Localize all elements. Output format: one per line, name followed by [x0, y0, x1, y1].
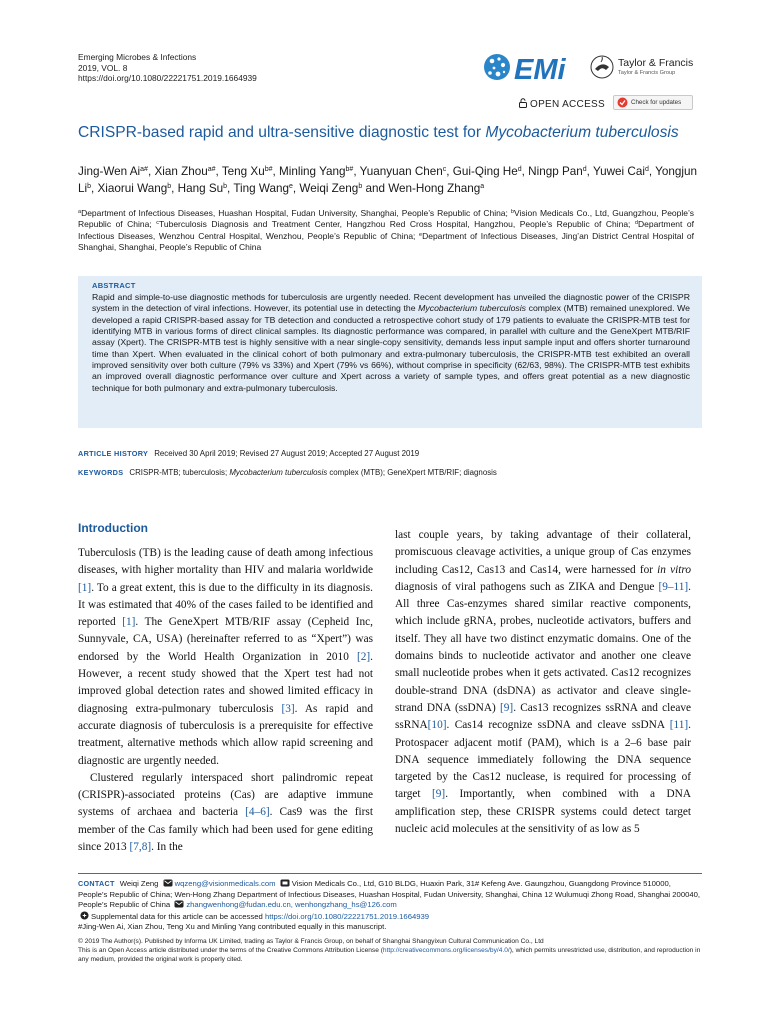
author-affiliation-marker: b: [358, 182, 363, 190]
article-title: CRISPR-based rapid and ultra-sensitive diagnostic test for Mycobacterium tuberculosis: [78, 124, 679, 141]
citation-link[interactable]: [9–11]: [658, 580, 689, 593]
journal-name: Emerging Microbes & Infections: [78, 52, 197, 62]
journal-volume: 2019, VOL. 8: [78, 62, 128, 73]
author-affiliation-marker: a#: [207, 166, 216, 173]
author-name: Jing-Wen $Ai^{a\#}$,: [78, 165, 155, 178]
author-name: Weiqi Zeng$^b$ and: [299, 181, 389, 195]
author-name: Yuanyuan Chen$^c$,: [359, 165, 453, 178]
citation-link[interactable]: [1]: [122, 616, 136, 629]
author-affiliation-marker: b#: [264, 166, 273, 173]
contact-label: CONTACT: [78, 879, 115, 888]
section-heading-introduction: Introduction: [78, 521, 148, 535]
author-name: Hang Su$^b$,: [177, 181, 234, 195]
paragraph: Tuberculosis (TB) is the leading cause of death among infectious diseases, with higher mortality than HIV and malaria worldwide [1]. To a great extent, this is due to the difficulty in its diagnosis. It was estimated that 40% of the cases failed to be identified and reported [1]. The GeneXpert MTB/RIF assay (Cepheid Inc, Sunnyvale, CA, USA) (hereinafter referred to as “Xpert”) was endorsed by the World Health Organization in 2010 [2]. However, a recent study showed that the Xpert test had not improved global detection rates and showed limited efficacy in diagnosing extra-pulmonary tuberculosis [3]. As rapid and accurate diagnosis of tuberculosis is a prerequisite for effective treatment, alternative methods which allow rapid screening and diagnostic are urgently needed.: [78, 547, 373, 767]
emi-globe-icon: [482, 50, 582, 86]
history-text: Received 30 April 2019; Revised 27 August 2019; Accepted 27 August 2019: [154, 449, 420, 458]
journal-info: [78, 52, 257, 84]
keywords: KEYWORDS CRISPR-MTB; tuberculosis; Mycobacterium tuberculosis complex (MTB); GeneXpert MTB/RIF; diagnosis: [78, 468, 497, 477]
open-access-badge: [519, 98, 605, 110]
license-text: This is an Open Access article distributed under the terms of the Creative Commons Attribution License (http://creativecommons.org/licenses/by/4.0/), which permits unrestricted use, distribution, and reproduction in any medium, provided the original work is properly cited.: [78, 946, 701, 963]
lamp-icon: [590, 54, 614, 80]
author-affiliation-marker: b: [167, 182, 172, 190]
author-name: Xiaorui Wang$^b$,: [97, 181, 178, 195]
author-affiliation-marker: e: [289, 182, 293, 190]
author-affiliation-marker: d: [644, 166, 649, 173]
equal-contribution-note: #Jing-Wen Ai, Xian Zhou, Teng Xu and Minling Yang contributed equally in this manuscript.: [78, 922, 387, 932]
article-history: [78, 449, 419, 458]
abstract-box: [78, 276, 702, 428]
license-link[interactable]: http://creativecommons.org/licenses/by/4.0/: [382, 946, 510, 954]
author-affiliation-marker: a#: [140, 166, 148, 173]
history-label: ARTICLE HISTORY: [78, 449, 149, 458]
author-affiliation-marker: d: [582, 166, 587, 173]
email-icon: [174, 900, 184, 908]
journal-doi[interactable]: https://doi.org/10.1080/22221751.2019.1664939: [78, 73, 257, 84]
author-list: [78, 164, 698, 197]
update-icon: [617, 97, 628, 108]
copyright-line: © 2019 The Author(s). Published by Informa UK Limited, trading as Taylor & Francis Group, on behalf of Shanghai Shangyixun Cultural Communication Co., Ltd: [78, 938, 544, 945]
affiliation-item: $^b$Vision Medicals Co., Ltd, Guangzhou, People’s Republic of China;: [78, 208, 694, 230]
email-icon: [163, 879, 173, 887]
footer-divider: [78, 873, 702, 874]
author-affiliation-marker: a: [480, 182, 485, 190]
affiliation-item: $^d$Department of Infectious Diseases, Wenzhou Central Hospital, Wenzhou, People’s Republic of China;: [78, 219, 694, 241]
author-name: Ting Wang$^e$,: [233, 181, 300, 195]
author-affiliation-marker: c: [442, 166, 447, 173]
citation-link[interactable]: [4–6]: [245, 806, 270, 819]
affiliations: [78, 208, 694, 253]
affiliation-item: $^c$Tuberculosis Diagnosis and Treatment Center, Hangzhou Red Cross Hospital, Hangzhou, People’s Republic of China;: [156, 219, 635, 230]
author-name: Ningp Pan$^d$,: [528, 165, 593, 178]
contact-name: Weiqi Zeng: [119, 879, 159, 888]
supplemental-text: Supplemental data for this article can be accessed: [91, 911, 265, 921]
author-name: Xian Zhou$^{a\#}$,: [154, 165, 222, 178]
publisher-group: Taylor & Francis Group: [618, 70, 676, 76]
paragraph: Clustered regularly interspaced short palindromic repeat (CRISPR)-associated proteins (Cas) are adaptive immune systems of archaea and bacteria [4–6]. Cas9 was the first member of the Cas family which had been used for gene editing since 2013 [7,8]. In the: [78, 771, 373, 854]
author-name: Minling Yang$^{b\#}$,: [279, 165, 360, 178]
author-name: Wen-Hong Zhang$^a$: [388, 181, 485, 195]
author-affiliation-marker: b#: [345, 166, 354, 173]
supplemental-link[interactable]: https://doi.org/10.1080/22221751.2019.1664939: [264, 911, 430, 921]
supplemental-data-icon: [80, 911, 89, 920]
contact-email-2[interactable]: zhangwenhong@fudan.edu.cn, wenhongzhang_hs@126.com: [186, 900, 397, 910]
taylor-francis-logo: [590, 54, 710, 82]
citation-link[interactable]: [7,8]: [129, 841, 152, 854]
citation-link[interactable]: [11]: [669, 719, 689, 732]
citation-link[interactable]: [9]: [432, 788, 446, 801]
keywords-label: KEYWORDS: [78, 468, 124, 477]
article-title-italic: Mycobacterium tuberculosis: [485, 124, 679, 141]
body-column-left: [78, 545, 373, 856]
author-name: Teng $Xu^{b\#}$,: [221, 165, 280, 178]
publisher-name: Taylor & Francis: [618, 57, 694, 69]
citation-link[interactable]: [3]: [281, 702, 295, 715]
address-icon: [280, 879, 290, 887]
author-name: Yuwei Cai$^d$,: [592, 165, 656, 178]
citation-link[interactable]: [1]: [78, 581, 92, 594]
check-updates-label: Check for updates: [631, 98, 682, 106]
emi-logo: [482, 50, 582, 86]
contact-address: Vision Medicals Co., Ltd, G10 BLDG, Huaxin Park, 31# Kefeng Ave. Gaungzhou, Guangdong Province 510000, People’s Republic of China; Wen-Hong Zhang Department of Infectious Diseases, Huashan Hospital, Fudan University, Shanghai, China 12 Wulumuqi Zhong Road, Shanghai 200040, People’s Republic of China: [78, 879, 701, 910]
author-affiliation-marker: d: [517, 166, 522, 173]
contact-footer: [78, 879, 702, 933]
affiliation-item: $^e$Department of Infectious Diseases, Jing’an District Central Hospital of Shanghai, Shanghai, People’s Republic of China: [78, 230, 694, 252]
citation-link[interactable]: [2]: [356, 650, 371, 663]
citation-link[interactable]: [9]: [500, 701, 514, 714]
paragraph: last couple years, by taking advantage of their collateral, promiscuous cleavage activities, a unique group of Cas enzymes including Cas12, Cas13 and Cas14, were harnessed for in vitro diagnosis of viral pathogens such as ZIKA and Dengue [9–11]. All three Cas-enzymes shared similar reactive components, which include gRNA, probes, nucleotide activators, buffers and itself. They all have two distinct enzymatic domains. One of the domains binds to nucleotide activator and another one cleave small nucleotide probes when it gets activated. Cas12 recognizes double-strand DNA (dsDNA) as activator and cleave single-strand DNA (ssDNA) [9]. Cas13 recognizes ssRNA and cleave ssRNA[10]. Cas14 recognize ssDNA and cleave ssDNA [11]. Protospacer adjacent motif (PAM), which is a 2–6 base pair DNA sequence immediately following the DNA sequence targeted by the Cas12 nuclease, is required for processing of target [9]. Importantly, when combined with a DNA amplification step, these CRISPR systems could detect target nucleic acid molecules at the sensitivity of as low as 5: [395, 529, 692, 836]
citation-link[interactable]: [10]: [427, 719, 447, 732]
abstract-text: Rapid and simple-to-use diagnostic methods for tuberculosis are urgently needed. Recent development has unveiled the diagnostic power of the CRISPR system in the detection of viral infections. However, its potential use in detecting the Mycobacterium tuberculosis complex (MTB) remained unexplored. We developed a rapid CRISPR-based assay for TB detection and conducted a retrospective cohort study of 179 patients to evaluate the CRISPR-MTB test for identifying MTB in various forms of direct clinical samples. Its diagnostic performance was compared, in parallel with culture and the GeneXpert MTB/RIF assay (Xpert). The CRISPR-MTB test is highly sensitive with a near single-copy sensitivity, demands less input sample input and offers shorter turnaround time than Xpert. When evaluated in the clinical cohort of both pulmonary and extra-pulmonary tuberculosis, the CRISPR-MTB test exhibited an overall improved sensitivity over both culture (79% vs 33%) and Xpert (79% vs 66%), without comprise in specificity (62/63, 98%). The CRISPR-MTB test exhibits an improved overall diagnostic performance over culture and Xpert across a variety of sample types, and offers great potential as a new diagnostic technique for both pulmonary and extra-pulmonary tuberculosis.: [92, 292, 690, 393]
body-column-right: [395, 527, 691, 838]
author-name: Yongjun Li$^b$,: [78, 165, 697, 195]
author-name: Gui-Qing He$^d$,: [452, 165, 529, 178]
open-lock-icon: [519, 98, 527, 108]
check-for-updates-button[interactable]: [613, 95, 693, 110]
author-affiliation-marker: b: [87, 182, 92, 190]
affiliation-item: $^a$Department of Infectious Diseases, Huashan Hospital, Fudan University, Shanghai, People’s Republic of China;: [78, 208, 511, 218]
abstract-label: ABSTRACT: [92, 281, 136, 290]
emi-logo-text: EMi: [514, 54, 566, 86]
open-access-label: OPEN ACCESS: [530, 99, 605, 110]
author-affiliation-marker: b: [223, 182, 228, 190]
license-notice: [78, 938, 702, 965]
contact-email[interactable]: wqzeng@visionmedicals.com: [174, 879, 276, 888]
